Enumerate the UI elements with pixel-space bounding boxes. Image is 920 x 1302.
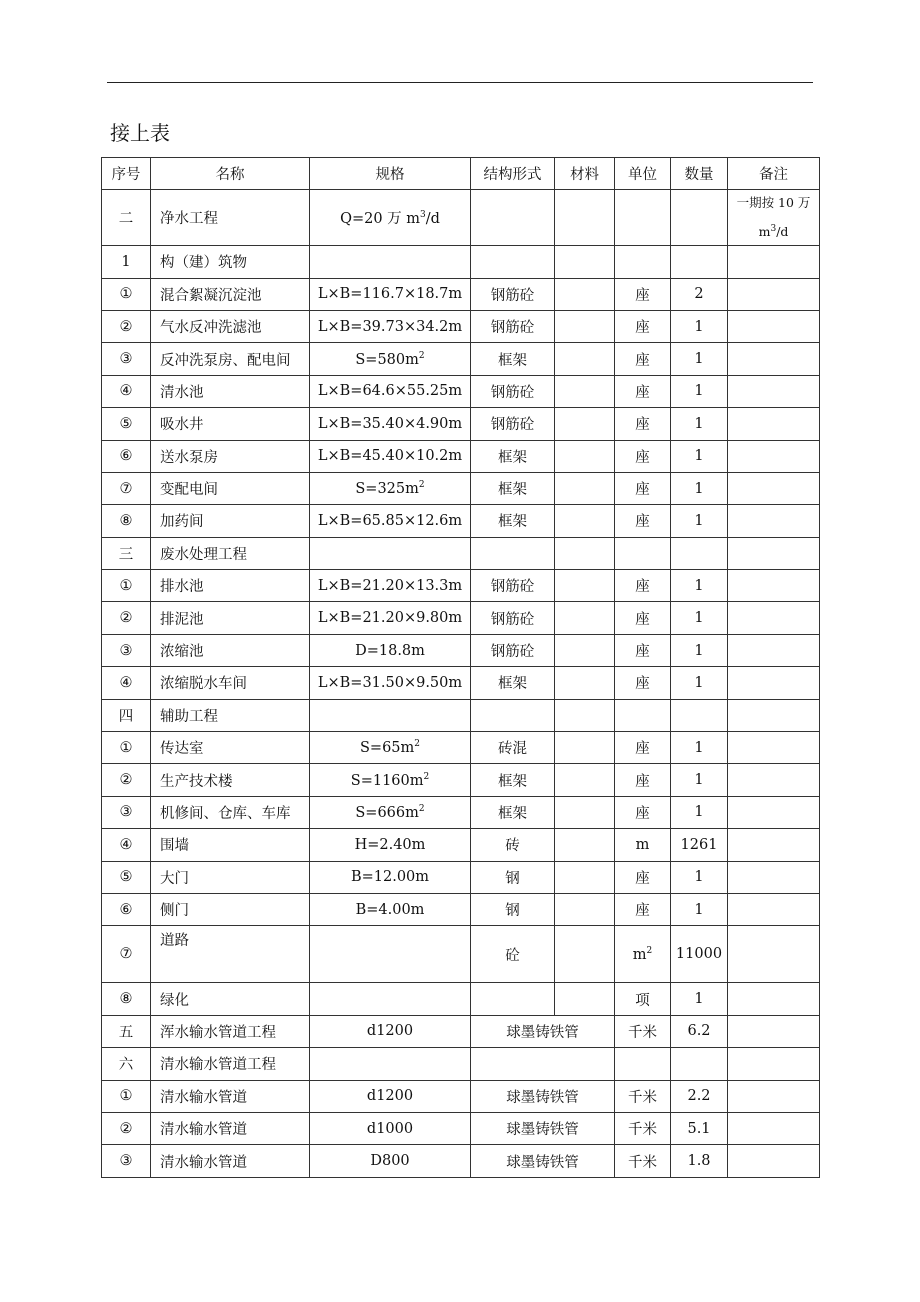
column-header: 结构形式: [471, 158, 555, 190]
cell-qty: 1: [671, 667, 728, 699]
cell-material: [555, 375, 615, 407]
cell-no: ②: [102, 310, 151, 342]
cell-material: [555, 440, 615, 472]
table-row: [102, 699, 820, 731]
cell-note: [728, 1080, 820, 1112]
cell-spec: [310, 983, 471, 1015]
cell-no: 五: [102, 1015, 151, 1047]
cell-qty: 1: [671, 796, 728, 828]
cell-no: ③: [102, 634, 151, 666]
cell-structure: [471, 190, 555, 246]
cell-note: [728, 408, 820, 440]
cell-material: [555, 246, 615, 278]
table-row: [102, 1112, 820, 1144]
cell-spec: L×B=39.73×34.2m: [310, 310, 471, 342]
cell-qty: [671, 190, 728, 246]
cell-structure: 钢筋砼: [471, 570, 555, 602]
cell-no: ③: [102, 796, 151, 828]
cell-note: [728, 570, 820, 602]
cell-structure-material: [471, 1048, 615, 1080]
cell-spec: L×B=65.85×12.6m: [310, 505, 471, 537]
table-row: [102, 278, 820, 310]
table-row: [102, 408, 820, 440]
cell-qty: 1: [671, 375, 728, 407]
cell-no: ③: [102, 1145, 151, 1177]
cell-note: 一期按 10 万 $m^3/d$: [728, 190, 820, 246]
cell-material: [555, 796, 615, 828]
table-row: [102, 1015, 820, 1047]
cell-spec: D=18.8m: [310, 634, 471, 666]
cell-material: [555, 472, 615, 504]
cell-material: [555, 732, 615, 764]
cell-unit: 座: [615, 505, 671, 537]
cell-name: 传达室: [151, 732, 310, 764]
cell-no: ④: [102, 375, 151, 407]
cell-qty: 1: [671, 310, 728, 342]
cell-name: 生产技术楼: [151, 764, 310, 796]
cell-structure: 钢筋砼: [471, 408, 555, 440]
cell-qty: 1: [671, 472, 728, 504]
cell-qty: 2: [671, 278, 728, 310]
cell-qty: 2.2: [671, 1080, 728, 1112]
cell-qty: 1261: [671, 829, 728, 861]
cell-no: ⑧: [102, 505, 151, 537]
cell-material: [555, 278, 615, 310]
cell-name: 气水反冲洗滤池: [151, 310, 310, 342]
cell-no: 四: [102, 699, 151, 731]
cell-structure: [471, 983, 555, 1015]
cell-structure: 砖混: [471, 732, 555, 764]
cell-name: 辅助工程: [151, 699, 310, 731]
cell-note: [728, 634, 820, 666]
cell-note: [728, 440, 820, 472]
cell-structure: 钢: [471, 893, 555, 925]
cell-no: ②: [102, 764, 151, 796]
cell-name: 侧门: [151, 893, 310, 925]
cell-qty: [671, 699, 728, 731]
cell-no: ⑦: [102, 472, 151, 504]
cell-qty: 1: [671, 570, 728, 602]
cell-qty: 11000: [671, 926, 728, 983]
cell-spec: [310, 246, 471, 278]
cell-note: [728, 343, 820, 375]
cell-material: [555, 343, 615, 375]
cell-unit: [615, 246, 671, 278]
cell-material: [555, 699, 615, 731]
cell-material: [555, 537, 615, 569]
cell-name: 道路: [151, 926, 310, 983]
cell-note: [728, 893, 820, 925]
cell-note: [728, 472, 820, 504]
header-rule: [107, 82, 813, 83]
cell-unit: $m^2$: [615, 926, 671, 983]
cell-no: ②: [102, 1112, 151, 1144]
cell-note: [728, 505, 820, 537]
cell-unit: [615, 190, 671, 246]
cell-no: ⑥: [102, 893, 151, 925]
cell-no: ③: [102, 343, 151, 375]
cell-note: [728, 246, 820, 278]
cell-no: 1: [102, 246, 151, 278]
cell-no: ⑤: [102, 408, 151, 440]
cell-spec: L×B=21.20×13.3m: [310, 570, 471, 602]
cell-spec: [310, 1048, 471, 1080]
cell-structure-material: 球墨铸铁管: [471, 1015, 615, 1047]
project-table: [101, 157, 820, 1178]
cell-spec: d1200: [310, 1015, 471, 1047]
cell-name: 反冲洗泵房、配电间: [151, 343, 310, 375]
cell-no: ⑧: [102, 983, 151, 1015]
cell-spec: $S=1160m^2$: [310, 764, 471, 796]
cell-structure: [471, 246, 555, 278]
cell-unit: 座: [615, 667, 671, 699]
table-row: [102, 667, 820, 699]
cell-structure: 砖: [471, 829, 555, 861]
column-header: 数量: [671, 158, 728, 190]
cell-unit: 座: [615, 343, 671, 375]
cell-name: 清水输水管道: [151, 1112, 310, 1144]
cell-unit: [615, 699, 671, 731]
cell-material: [555, 983, 615, 1015]
cell-spec: L×B=64.6×55.25m: [310, 375, 471, 407]
cell-spec: H=2.40m: [310, 829, 471, 861]
table-row: [102, 1080, 820, 1112]
cell-qty: 1: [671, 861, 728, 893]
cell-name: 排泥池: [151, 602, 310, 634]
column-header: 规格: [310, 158, 471, 190]
table-header-row: [102, 158, 820, 190]
table-row: [102, 732, 820, 764]
cell-unit: 座: [615, 310, 671, 342]
cell-structure: 框架: [471, 343, 555, 375]
cell-unit: 千米: [615, 1080, 671, 1112]
cell-unit: 座: [615, 893, 671, 925]
cell-note: [728, 764, 820, 796]
cell-name: 排水池: [151, 570, 310, 602]
cell-name: 围墙: [151, 829, 310, 861]
cell-unit: 座: [615, 634, 671, 666]
table-row: [102, 505, 820, 537]
cell-unit: [615, 1048, 671, 1080]
cell-name: 吸水井: [151, 408, 310, 440]
cell-name: 构（建）筑物: [151, 246, 310, 278]
cell-qty: 1: [671, 440, 728, 472]
table-row: [102, 764, 820, 796]
cell-no: ④: [102, 829, 151, 861]
cell-material: [555, 505, 615, 537]
column-header: 名称: [151, 158, 310, 190]
table-row: [102, 893, 820, 925]
cell-qty: 1: [671, 602, 728, 634]
cell-spec: L×B=116.7×18.7m: [310, 278, 471, 310]
column-header: 备注: [728, 158, 820, 190]
cell-name: 大门: [151, 861, 310, 893]
cell-note: [728, 861, 820, 893]
cell-qty: 1: [671, 732, 728, 764]
table-row: [102, 634, 820, 666]
cell-unit: 千米: [615, 1112, 671, 1144]
cell-name: 清水输水管道工程: [151, 1048, 310, 1080]
table-row: [102, 1145, 820, 1177]
cell-qty: [671, 537, 728, 569]
cell-spec: B=12.00m: [310, 861, 471, 893]
cell-unit: 座: [615, 861, 671, 893]
cell-no: ⑤: [102, 861, 151, 893]
cell-unit: 千米: [615, 1015, 671, 1047]
cell-name: 浓缩脱水车间: [151, 667, 310, 699]
cell-spec: d1200: [310, 1080, 471, 1112]
cell-name: 混合絮凝沉淀池: [151, 278, 310, 310]
cell-material: [555, 829, 615, 861]
cell-structure: 框架: [471, 764, 555, 796]
cell-name: 清水池: [151, 375, 310, 407]
cell-material: [555, 861, 615, 893]
cell-unit: 座: [615, 796, 671, 828]
cell-unit: m: [615, 829, 671, 861]
cell-structure: 框架: [471, 667, 555, 699]
cell-spec: $S=666m^2$: [310, 796, 471, 828]
column-header: 序号: [102, 158, 151, 190]
cell-material: [555, 634, 615, 666]
cell-qty: [671, 1048, 728, 1080]
cell-note: [728, 310, 820, 342]
cell-qty: 1: [671, 764, 728, 796]
cell-unit: 座: [615, 732, 671, 764]
cell-structure: 框架: [471, 796, 555, 828]
cell-unit: 座: [615, 602, 671, 634]
cell-qty: 1.8: [671, 1145, 728, 1177]
cell-qty: 6.2: [671, 1015, 728, 1047]
cell-spec: D800: [310, 1145, 471, 1177]
cell-name: 机修间、仓库、车库: [151, 796, 310, 828]
cell-no: ⑦: [102, 926, 151, 983]
cell-qty: [671, 246, 728, 278]
cell-structure: 框架: [471, 505, 555, 537]
cell-name: 送水泵房: [151, 440, 310, 472]
cell-no: ①: [102, 732, 151, 764]
cell-material: [555, 570, 615, 602]
cell-no: ①: [102, 570, 151, 602]
table-row: [102, 375, 820, 407]
cell-structure: 钢筋砼: [471, 602, 555, 634]
cell-structure-material: 球墨铸铁管: [471, 1145, 615, 1177]
cell-material: [555, 602, 615, 634]
cell-material: [555, 667, 615, 699]
cell-name: 浑水输水管道工程: [151, 1015, 310, 1047]
cell-no: ④: [102, 667, 151, 699]
cell-note: [728, 602, 820, 634]
cell-unit: 座: [615, 570, 671, 602]
column-header: 材料: [555, 158, 615, 190]
cell-name: 废水处理工程: [151, 537, 310, 569]
cell-structure: [471, 699, 555, 731]
table-row: [102, 796, 820, 828]
cell-note: [728, 1015, 820, 1047]
cell-unit: 座: [615, 472, 671, 504]
cell-material: [555, 408, 615, 440]
cell-note: [728, 829, 820, 861]
cell-unit: 项: [615, 983, 671, 1015]
cell-material: [555, 926, 615, 983]
cell-note: [728, 667, 820, 699]
cell-unit: 座: [615, 764, 671, 796]
cell-qty: 1: [671, 343, 728, 375]
cell-name: 加药间: [151, 505, 310, 537]
table-row: [102, 440, 820, 472]
table-row: [102, 246, 820, 278]
cell-unit: 座: [615, 440, 671, 472]
cell-note: [728, 1145, 820, 1177]
cell-structure: 钢: [471, 861, 555, 893]
cell-no: 六: [102, 1048, 151, 1080]
cell-no: 三: [102, 537, 151, 569]
cell-name: 绿化: [151, 983, 310, 1015]
cell-spec: [310, 537, 471, 569]
cell-structure: 框架: [471, 440, 555, 472]
cell-spec: $S=65m^2$: [310, 732, 471, 764]
cell-structure: 钢筋砼: [471, 278, 555, 310]
cell-structure: 钢筋砼: [471, 375, 555, 407]
cell-structure: 钢筋砼: [471, 634, 555, 666]
cell-name: 变配电间: [151, 472, 310, 504]
cell-spec: [310, 699, 471, 731]
cell-spec: $S=580m^2$: [310, 343, 471, 375]
cell-unit: 座: [615, 278, 671, 310]
cell-structure-material: 球墨铸铁管: [471, 1080, 615, 1112]
cell-qty: 1: [671, 983, 728, 1015]
page-heading: 接上表: [110, 121, 170, 145]
table-row: [102, 570, 820, 602]
cell-material: [555, 310, 615, 342]
cell-note: [728, 1048, 820, 1080]
cell-note: [728, 732, 820, 764]
table-row: [102, 983, 820, 1015]
cell-no: ①: [102, 278, 151, 310]
cell-structure: 框架: [471, 472, 555, 504]
table-row: [102, 537, 820, 569]
cell-spec: L×B=45.40×10.2m: [310, 440, 471, 472]
cell-note: [728, 537, 820, 569]
cell-spec: L×B=31.50×9.50m: [310, 667, 471, 699]
cell-no: ②: [102, 602, 151, 634]
cell-spec: Q=20 万 $m^3/d$: [310, 190, 471, 246]
column-header: 单位: [615, 158, 671, 190]
cell-name: 清水输水管道: [151, 1080, 310, 1112]
table-row: [102, 926, 820, 983]
cell-structure: 钢筋砼: [471, 310, 555, 342]
cell-spec: [310, 926, 471, 983]
cell-no: 二: [102, 190, 151, 246]
cell-unit: [615, 537, 671, 569]
cell-spec: $S=325m^2$: [310, 472, 471, 504]
cell-name: 清水输水管道: [151, 1145, 310, 1177]
cell-unit: 座: [615, 375, 671, 407]
table-row: [102, 343, 820, 375]
table-row: [102, 472, 820, 504]
cell-spec: d1000: [310, 1112, 471, 1144]
cell-note: [728, 1112, 820, 1144]
cell-spec: L×B=35.40×4.90m: [310, 408, 471, 440]
cell-structure: [471, 537, 555, 569]
table-row: [102, 602, 820, 634]
cell-structure-material: 球墨铸铁管: [471, 1112, 615, 1144]
cell-unit: 千米: [615, 1145, 671, 1177]
cell-qty: 1: [671, 634, 728, 666]
cell-no: ⑥: [102, 440, 151, 472]
cell-note: [728, 796, 820, 828]
cell-spec: B=4.00m: [310, 893, 471, 925]
table-row: [102, 861, 820, 893]
cell-note: [728, 699, 820, 731]
cell-qty: 1: [671, 893, 728, 925]
cell-no: ①: [102, 1080, 151, 1112]
table-row: [102, 829, 820, 861]
cell-name: 净水工程: [151, 190, 310, 246]
cell-name: 浓缩池: [151, 634, 310, 666]
cell-qty: 5.1: [671, 1112, 728, 1144]
cell-structure: 砼: [471, 926, 555, 983]
cell-material: [555, 190, 615, 246]
cell-qty: 1: [671, 408, 728, 440]
cell-material: [555, 893, 615, 925]
cell-note: [728, 926, 820, 983]
cell-unit: 座: [615, 408, 671, 440]
table-row: [102, 310, 820, 342]
cell-note: [728, 983, 820, 1015]
cell-qty: 1: [671, 505, 728, 537]
table-row: [102, 1048, 820, 1080]
table-row: [102, 190, 820, 246]
cell-note: [728, 278, 820, 310]
cell-spec: L×B=21.20×9.80m: [310, 602, 471, 634]
cell-note: [728, 375, 820, 407]
cell-material: [555, 764, 615, 796]
